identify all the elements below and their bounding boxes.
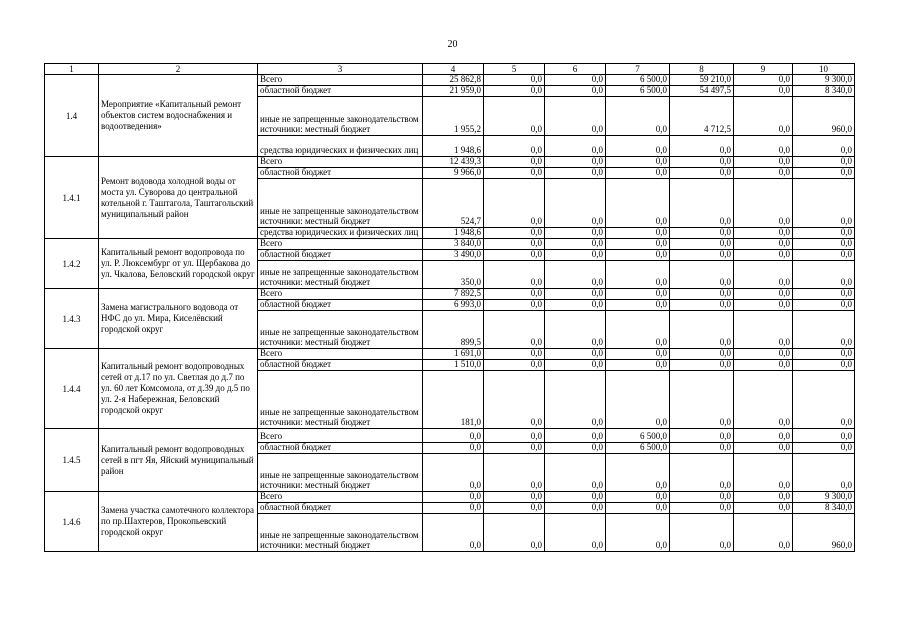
amount-cell: 0,0 (484, 168, 545, 179)
amount-cell: 0,0 (484, 75, 545, 86)
amount-cell: 0,0 (793, 429, 855, 443)
funding-source: иные не запрещенные законодательством источники: местный бюджет (258, 371, 423, 429)
amount-cell: 0,0 (484, 454, 545, 492)
amount-cell: 0,0 (484, 360, 545, 371)
amount-cell: 8 340,0 (793, 86, 855, 97)
funding-source: иные не запрещенные законодательством источники: местный бюджет (258, 261, 423, 289)
amount-cell: 0,0 (545, 311, 606, 349)
funding-source: областной бюджет (258, 300, 423, 311)
amount-cell: 0,0 (484, 492, 545, 503)
amount-cell: 0,0 (670, 289, 734, 300)
column-header: 5 (484, 64, 545, 75)
amount-cell: 0,0 (545, 157, 606, 168)
amount-cell: 0,0 (734, 179, 793, 228)
amount-cell: 0,0 (734, 360, 793, 371)
amount-cell: 0,0 (670, 454, 734, 492)
budget-table (44, 63, 855, 552)
amount-cell: 0,0 (670, 360, 734, 371)
table-row (45, 75, 855, 86)
amount-cell: 1 691,0 (423, 349, 484, 360)
funding-source: иные не запрещенные законодательством источники: местный бюджет (258, 514, 423, 552)
amount-cell: 0,0 (484, 300, 545, 311)
amount-cell: 0,0 (484, 289, 545, 300)
amount-cell: 0,0 (545, 179, 606, 228)
column-header: 4 (423, 64, 484, 75)
amount-cell: 0,0 (734, 157, 793, 168)
amount-cell: 0,0 (734, 300, 793, 311)
amount-cell: 0,0 (670, 239, 734, 250)
amount-cell: 0,0 (545, 136, 606, 157)
amount-cell: 0,0 (423, 429, 484, 443)
amount-cell: 0,0 (793, 261, 855, 289)
funding-source: Всего (258, 75, 423, 86)
amount-cell: 0,0 (545, 349, 606, 360)
amount-cell: 0,0 (670, 311, 734, 349)
amount-cell: 0,0 (606, 261, 670, 289)
amount-cell: 960,0 (793, 514, 855, 552)
amount-cell: 0,0 (670, 179, 734, 228)
amount-cell: 0,0 (484, 157, 545, 168)
amount-cell: 0,0 (484, 261, 545, 289)
amount-cell: 0,0 (423, 492, 484, 503)
amount-cell: 0,0 (606, 289, 670, 300)
funding-source: иные не запрещенные законодательством источники: местный бюджет (258, 454, 423, 492)
item-code: 1.4 (45, 75, 99, 157)
amount-cell: 0,0 (423, 503, 484, 514)
amount-cell: 0,0 (793, 228, 855, 239)
amount-cell: 0,0 (734, 349, 793, 360)
column-header: 3 (258, 64, 423, 75)
amount-cell: 0,0 (545, 371, 606, 429)
amount-cell: 0,0 (606, 454, 670, 492)
column-header: 1 (45, 64, 99, 75)
amount-cell: 0,0 (484, 228, 545, 239)
amount-cell: 0,0 (606, 228, 670, 239)
amount-cell: 0,0 (606, 97, 670, 136)
amount-cell: 0,0 (545, 75, 606, 86)
amount-cell: 0,0 (734, 454, 793, 492)
column-header: 10 (793, 64, 855, 75)
amount-cell: 0,0 (545, 443, 606, 454)
item-code: 1.4.1 (45, 157, 99, 239)
amount-cell: 0,0 (606, 168, 670, 179)
amount-cell: 25 862,8 (423, 75, 484, 86)
funding-source: областной бюджет (258, 443, 423, 454)
amount-cell: 0,0 (734, 261, 793, 289)
amount-cell: 0,0 (545, 503, 606, 514)
amount-cell: 9 300,0 (793, 75, 855, 86)
funding-source: Всего (258, 239, 423, 250)
amount-cell: 0,0 (545, 289, 606, 300)
amount-cell: 1 948,6 (423, 136, 484, 157)
amount-cell: 0,0 (606, 239, 670, 250)
amount-cell: 0,0 (606, 349, 670, 360)
item-code: 1.4.4 (45, 349, 99, 429)
item-title: Капитальный ремонт водопровода по ул. Р. Люксембург от ул. Щербакова до ул. Чкалова, Беловский городской округ (99, 239, 258, 289)
funding-source: Всего (258, 492, 423, 503)
amount-cell: 0,0 (670, 514, 734, 552)
amount-cell: 0,0 (484, 429, 545, 443)
funding-source: Всего (258, 429, 423, 443)
amount-cell: 1 510,0 (423, 360, 484, 371)
amount-cell: 0,0 (423, 443, 484, 454)
amount-cell: 7 892,5 (423, 289, 484, 300)
amount-cell: 0,0 (484, 97, 545, 136)
amount-cell: 0,0 (670, 261, 734, 289)
amount-cell: 0,0 (793, 239, 855, 250)
funding-source: Всего (258, 289, 423, 300)
amount-cell: 9 300,0 (793, 492, 855, 503)
column-header: 8 (670, 64, 734, 75)
amount-cell: 0,0 (545, 97, 606, 136)
amount-cell: 0,0 (793, 443, 855, 454)
amount-cell: 0,0 (484, 239, 545, 250)
item-title: Замена участка самотечного коллектора по пр.Шахтеров, Прокопьевский городской округ (99, 492, 258, 552)
amount-cell: 0,0 (423, 454, 484, 492)
column-header: 9 (734, 64, 793, 75)
amount-cell: 960,0 (793, 97, 855, 136)
item-title: Замена магистрального водовода от НФС до ул. Мира, Киселёвский городской округ (99, 289, 258, 349)
item-title: Капитальный ремонт водопроводных сетей в пгт Яя, Яйский муниципальный район (99, 429, 258, 492)
column-header: 6 (545, 64, 606, 75)
funding-source: Всего (258, 157, 423, 168)
amount-cell: 524,7 (423, 179, 484, 228)
item-title: Мероприятие «Капитальный ремонт объектов систем водоснабжения и водоотведения» (99, 75, 258, 157)
amount-cell: 0,0 (484, 514, 545, 552)
amount-cell: 0,0 (606, 492, 670, 503)
amount-cell: 0,0 (793, 360, 855, 371)
amount-cell: 0,0 (484, 503, 545, 514)
table-row (45, 429, 855, 443)
amount-cell: 0,0 (484, 179, 545, 228)
amount-cell: 0,0 (670, 250, 734, 261)
funding-source: областной бюджет (258, 360, 423, 371)
amount-cell: 0,0 (734, 86, 793, 97)
amount-cell: 0,0 (793, 454, 855, 492)
amount-cell: 0,0 (793, 371, 855, 429)
amount-cell: 0,0 (793, 250, 855, 261)
amount-cell: 0,0 (545, 429, 606, 443)
amount-cell: 0,0 (734, 75, 793, 86)
amount-cell: 0,0 (545, 228, 606, 239)
amount-cell: 0,0 (670, 443, 734, 454)
amount-cell: 0,0 (793, 157, 855, 168)
item-code: 1.4.3 (45, 289, 99, 349)
table-row (45, 289, 855, 300)
amount-cell: 0,0 (670, 503, 734, 514)
amount-cell: 0,0 (484, 443, 545, 454)
table-row (45, 492, 855, 503)
funding-source: областной бюджет (258, 86, 423, 97)
amount-cell: 0,0 (545, 300, 606, 311)
funding-source: средства юридических и физических лиц (258, 136, 423, 157)
table-row (45, 157, 855, 168)
amount-cell: 0,0 (484, 86, 545, 97)
amount-cell: 0,0 (734, 250, 793, 261)
amount-cell: 0,0 (606, 371, 670, 429)
amount-cell: 21 959,0 (423, 86, 484, 97)
amount-cell: 0,0 (670, 429, 734, 443)
amount-cell: 0,0 (606, 300, 670, 311)
amount-cell: 8 340,0 (793, 503, 855, 514)
amount-cell: 0,0 (670, 228, 734, 239)
amount-cell: 0,0 (793, 300, 855, 311)
column-header: 2 (99, 64, 258, 75)
funding-source: иные не запрещенные законодательством источники: местный бюджет (258, 97, 423, 136)
amount-cell: 0,0 (606, 136, 670, 157)
amount-cell: 0,0 (734, 228, 793, 239)
amount-cell: 0,0 (484, 371, 545, 429)
funding-source: иные не запрещенные законодательством источники: местный бюджет (258, 179, 423, 228)
amount-cell: 9 966,0 (423, 168, 484, 179)
amount-cell: 0,0 (670, 136, 734, 157)
item-title: Капитальный ремонт водопроводных сетей от д.17 по ул. Светлая до д.7 по ул. 60 лет Комсомола, от д.39 до д.5 по ул. 2-я Набережная, Беловский городской округ (99, 349, 258, 429)
amount-cell: 0,0 (734, 429, 793, 443)
amount-cell: 0,0 (793, 179, 855, 228)
amount-cell: 0,0 (734, 371, 793, 429)
funding-source: средства юридических и физических лиц (258, 228, 423, 239)
funding-source: Всего (258, 349, 423, 360)
amount-cell: 0,0 (545, 168, 606, 179)
amount-cell: 0,0 (734, 311, 793, 349)
amount-cell: 0,0 (484, 311, 545, 349)
amount-cell: 1 955,2 (423, 97, 484, 136)
amount-cell: 0,0 (734, 492, 793, 503)
amount-cell: 0,0 (606, 157, 670, 168)
amount-cell: 0,0 (670, 371, 734, 429)
amount-cell: 0,0 (606, 503, 670, 514)
amount-cell: 0,0 (734, 97, 793, 136)
amount-cell: 181,0 (423, 371, 484, 429)
amount-cell: 6 500,0 (606, 443, 670, 454)
funding-source: иные не запрещенные законодательством источники: местный бюджет (258, 311, 423, 349)
funding-source: областной бюджет (258, 250, 423, 261)
amount-cell: 0,0 (793, 136, 855, 157)
amount-cell: 6 500,0 (606, 86, 670, 97)
amount-cell: 3 840,0 (423, 239, 484, 250)
amount-cell: 12 439,3 (423, 157, 484, 168)
amount-cell: 0,0 (545, 514, 606, 552)
amount-cell: 0,0 (606, 514, 670, 552)
amount-cell: 0,0 (545, 261, 606, 289)
amount-cell: 0,0 (545, 86, 606, 97)
amount-cell: 0,0 (670, 492, 734, 503)
amount-cell: 0,0 (734, 289, 793, 300)
amount-cell: 0,0 (545, 454, 606, 492)
amount-cell: 0,0 (606, 250, 670, 261)
amount-cell: 0,0 (793, 289, 855, 300)
amount-cell: 0,0 (734, 168, 793, 179)
funding-source: областной бюджет (258, 503, 423, 514)
funding-source: областной бюджет (258, 168, 423, 179)
amount-cell: 0,0 (734, 239, 793, 250)
amount-cell: 0,0 (793, 349, 855, 360)
amount-cell: 6 993,0 (423, 300, 484, 311)
amount-cell: 0,0 (670, 157, 734, 168)
amount-cell: 0,0 (545, 492, 606, 503)
amount-cell: 54 497,5 (670, 86, 734, 97)
amount-cell: 0,0 (670, 349, 734, 360)
amount-cell: 0,0 (484, 136, 545, 157)
amount-cell: 350,0 (423, 261, 484, 289)
amount-cell: 0,0 (670, 168, 734, 179)
table-row (45, 349, 855, 360)
item-code: 1.4.5 (45, 429, 99, 492)
amount-cell: 0,0 (734, 443, 793, 454)
amount-cell: 0,0 (484, 349, 545, 360)
amount-cell: 0,0 (545, 239, 606, 250)
amount-cell: 3 490,0 (423, 250, 484, 261)
amount-cell: 0,0 (545, 360, 606, 371)
header-row (45, 64, 855, 75)
table-row (45, 239, 855, 250)
amount-cell: 0,0 (793, 311, 855, 349)
page-number: 20 (447, 39, 458, 50)
item-title: Ремонт водовода холодной воды от моста ул. Суворова до центральной котельной г. Таштагола, Таштагольский муниципальный район (99, 157, 258, 239)
amount-cell: 6 500,0 (606, 429, 670, 443)
amount-cell: 1 948,6 (423, 228, 484, 239)
amount-cell: 0,0 (734, 503, 793, 514)
item-code: 1.4.6 (45, 492, 99, 552)
amount-cell: 0,0 (606, 179, 670, 228)
amount-cell: 0,0 (606, 311, 670, 349)
amount-cell: 0,0 (423, 514, 484, 552)
amount-cell: 4 712,5 (670, 97, 734, 136)
amount-cell: 899,5 (423, 311, 484, 349)
amount-cell: 59 210,0 (670, 75, 734, 86)
amount-cell: 0,0 (793, 168, 855, 179)
amount-cell: 0,0 (545, 250, 606, 261)
amount-cell: 0,0 (484, 250, 545, 261)
amount-cell: 0,0 (734, 136, 793, 157)
amount-cell: 0,0 (670, 300, 734, 311)
item-code: 1.4.2 (45, 239, 99, 289)
amount-cell: 6 500,0 (606, 75, 670, 86)
amount-cell: 0,0 (606, 360, 670, 371)
column-header: 7 (606, 64, 670, 75)
amount-cell: 0,0 (734, 514, 793, 552)
